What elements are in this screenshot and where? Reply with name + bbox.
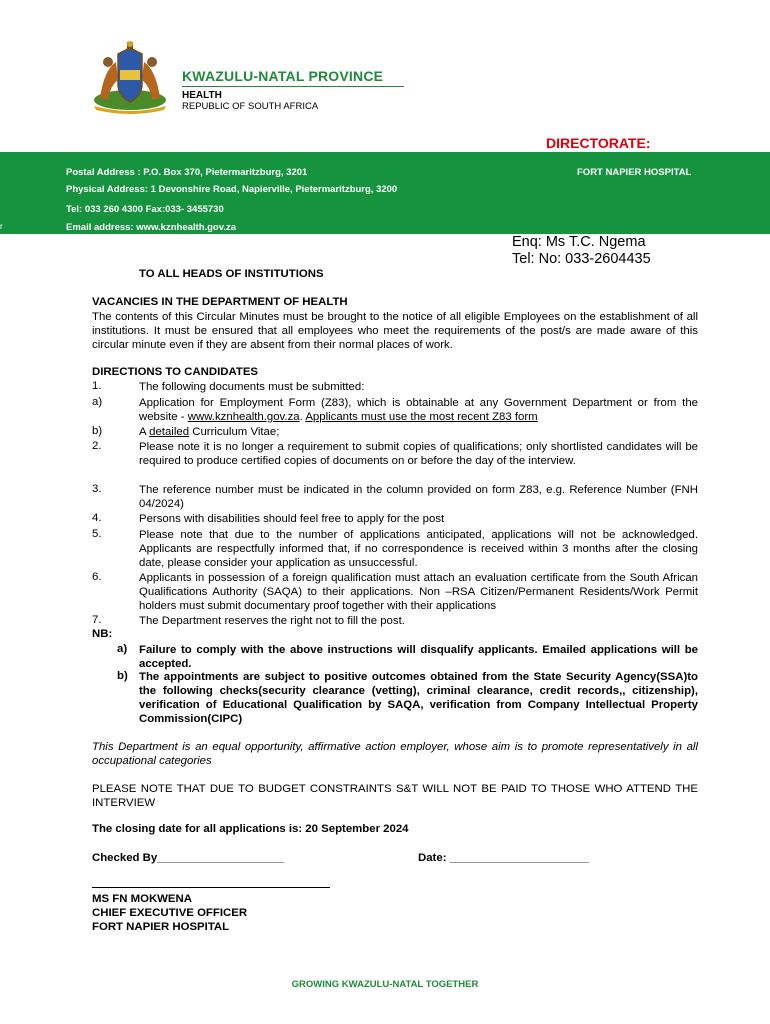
directorate-label: DIRECTORATE:: [546, 135, 651, 151]
directions-heading: DIRECTIONS TO CANDIDATES: [92, 366, 259, 378]
item-a-sep: .: [299, 411, 306, 423]
checked-by-field: Checked By____________________: [92, 852, 284, 864]
vacancies-body: The contents of this Circular Minutes must be brought to the notice of all eligible Employees on the establishment of all institutions. It must be ensured that all employees who meet the requirements of the post/s are made aware of this circular minute even if they are absent from their normal places of work.: [92, 311, 698, 352]
direction-item-4: Persons with disabilities should feel free to apply for the post: [139, 513, 445, 525]
direction-item-6: Applicants in possession of a foreign qualification must attach an evaluation certificate from the South African Qualifications Authority (SAQA) to their applications. Non –RSA Citizen/Permanent Residents/Work Permit holders must submit documentary proof together with their applications: [139, 572, 698, 612]
signatory-name: MS FN MOKWENA: [92, 893, 192, 905]
item-a-text: Application for Employment Form (Z83), which is obtainable at any Government Department or from the website -: [139, 397, 698, 423]
z83-note: Applicants must use the most recent Z83 form: [305, 411, 538, 423]
closing-date: The closing date for all applications is: 20 September 2024: [92, 823, 409, 835]
signatory-institution: FORT NAPIER HOSPITAL: [92, 921, 230, 933]
department-name: HEALTH: [182, 90, 222, 101]
item-number: 3.: [92, 483, 102, 495]
country-name: REPUBLIC OF SOUTH AFRICA: [182, 101, 319, 112]
budget-note: PLEASE NOTE THAT DUE TO BUDGET CONSTRAINTS S&T WILL NOT BE PAID TO THOSE WHO ATTEND THE INTERVIEW: [92, 783, 698, 810]
direction-item-7: The Department reserves the right not to fill the post.: [139, 615, 405, 627]
nb-key: b): [117, 670, 128, 682]
footer-slogan: GROWING KWAZULU-NATAL TOGETHER: [291, 979, 479, 990]
date-field: Date: ______________________: [418, 852, 590, 864]
item-b-underlined: detailed: [149, 426, 190, 438]
hospital-name: FORT NAPIER HOSPITAL: [577, 167, 692, 178]
coat-of-arms-icon: [90, 40, 170, 116]
item-b-pre: A: [139, 426, 150, 438]
item-number: b): [92, 425, 103, 437]
nb-item-b: The appointments are subject to positive outcomes obtained from the State Security Agency(SSA)to the following checks(security clearance (vetting), criminal clearance, credit records,, citizenship), verification of Educational Qualification by SAQA, verification from Company Intellectual Property Commission(CIPC): [139, 671, 698, 725]
direction-item-b: [139, 425, 698, 439]
direction-item-a: [139, 396, 698, 424]
title-rule: [182, 86, 404, 87]
nb-item-a: Failure to comply with the above instructions will disqualify applicants. Emailed applications will be accepted.: [139, 644, 698, 670]
direction-item-3: The reference number must be indicated in the column provided on form Z83, e.g. Reference Number (FNH 04/2024): [139, 484, 698, 510]
item-number: 4.: [92, 512, 102, 524]
item-number: 5.: [92, 528, 102, 540]
direction-item-1: The following documents must be submitted:: [139, 381, 365, 393]
band-stub-text: r: [0, 222, 3, 231]
item-number: 6.: [92, 571, 102, 583]
direction-item-2: Please note it is no longer a requirement to submit copies of qualifications; only shortlisted candidates will be required to produce certified copies of documents on or before the day of the interview.: [139, 441, 698, 467]
province-title: KWAZULU-NATAL PROVINCE: [182, 68, 384, 84]
enquiries-name: Enq: Ms T.C. Ngema: [512, 234, 646, 250]
item-b-post: Curriculum Vitae;: [189, 426, 280, 438]
signatory-title: CHIEF EXECUTIVE OFFICER: [92, 907, 248, 919]
direction-item-5: Please note that due to the number of applications anticipated, applications will not be acknowledged. Applicants are respectfully informed that, if no correspondence is received within 3 months after the closing date, please consider your application as unsuccessful.: [139, 529, 698, 569]
postal-address: Postal Address : P.O. Box 370, Pietermaritzburg, 3201: [66, 167, 308, 178]
vacancies-heading: VACANCIES IN THE DEPARTMENT OF HEALTH: [92, 296, 348, 308]
item-number: 7.: [92, 614, 102, 626]
item-number: 1.: [92, 380, 102, 392]
addressee: TO ALL HEADS OF INSTITUTIONS: [139, 268, 324, 280]
physical-address: Physical Address: 1 Devonshire Road, Napierville, Pietermaritzburg, 3200: [66, 184, 398, 195]
nb-label: NB:: [92, 628, 113, 640]
website-link[interactable]: www.kznhealth.gov.za: [187, 411, 300, 423]
item-number: a): [92, 396, 103, 408]
nb-key: a): [117, 643, 128, 655]
enquiries-tel: Tel: No: 033-2604435: [512, 251, 651, 267]
telephone-fax: Tel: 033 260 4300 Fax:033- 3455730: [66, 204, 224, 215]
equal-opportunity-statement: This Department is an equal opportunity, affirmative action employer, whose aim is to promote representatively in all occupational categories: [92, 741, 698, 768]
signature-line: [92, 887, 330, 888]
email-address: Email address: www.kznhealth.gov.za: [66, 222, 236, 233]
item-number: 2.: [92, 440, 102, 452]
